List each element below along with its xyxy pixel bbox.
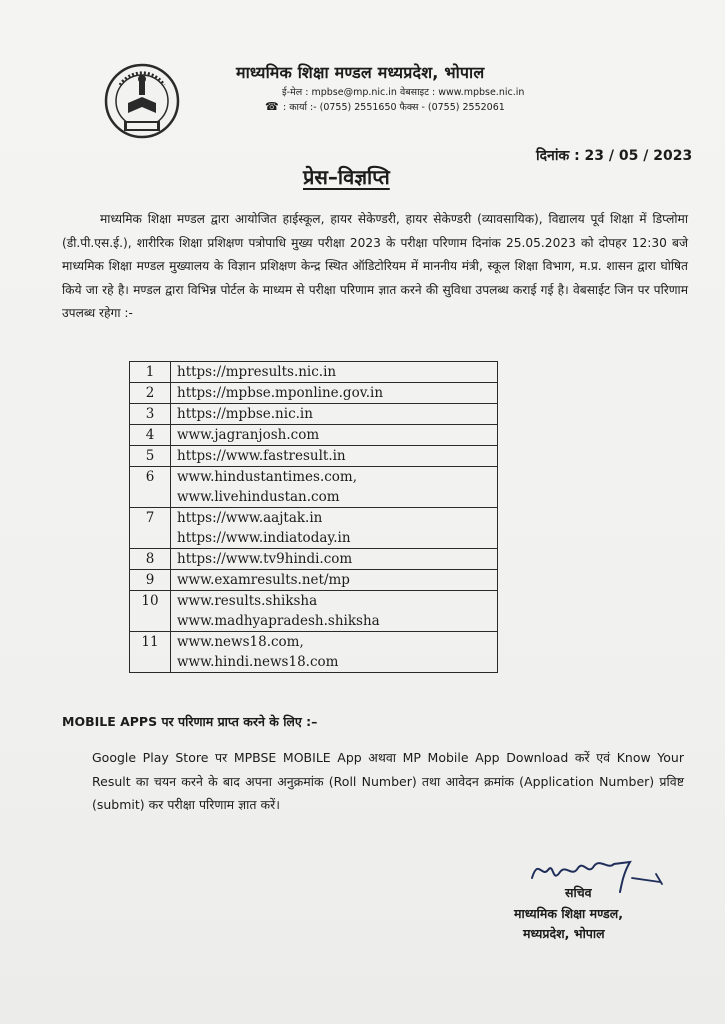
signatory-org-line2: मध्यप्रदेश, भोपाल <box>523 926 605 941</box>
row-urls <box>171 362 498 383</box>
website-url[interactable]: www.examresults.net/mp <box>177 572 350 588</box>
row-urls <box>171 570 498 591</box>
table-row <box>130 404 498 425</box>
website-url[interactable]: https://www.indiatoday.in <box>177 530 351 546</box>
signatory-title: सचिव <box>565 885 592 900</box>
website-url[interactable]: https://mpresults.nic.in <box>177 364 337 380</box>
website-url[interactable]: www.hindi.news18.com <box>177 654 339 670</box>
row-urls <box>171 549 498 570</box>
row-number: 8 <box>130 549 171 570</box>
mobile-apps-heading: MOBILE APPS पर परिणाम प्राप्त करने के लिए :– <box>62 714 318 729</box>
table-row <box>130 570 498 591</box>
table-row <box>130 632 498 673</box>
page-title: प्रेस–विज्ञप्ति <box>303 165 390 189</box>
signatory-org-line1: माध्यमिक शिक्षा मण्डल, <box>514 906 623 921</box>
contact-email-website: ई-मेल : mpbse@mp.nic.in वेबसाइट : www.mpbse.nic.in <box>282 87 525 98</box>
table-row <box>130 446 498 467</box>
mobile-apps-paragraph: Google Play Store पर MPBSE MOBILE App अथवा MP Mobile App Download करें एवं Know Your Result का चयन करने के बाद अपना अनुक्रमांक (Roll Number) तथा आवेदन क्रमांक (Application Number) प्रविष्ट (submit) कर परीक्षा परिणाम ज्ञात करें। <box>92 750 684 812</box>
row-number: 4 <box>130 425 171 446</box>
website-url[interactable]: https://www.tv9hindi.com <box>177 551 353 567</box>
table-row <box>130 362 498 383</box>
row-number: 3 <box>130 404 171 425</box>
website-url[interactable]: www.news18.com, <box>177 634 304 650</box>
website-url[interactable]: https://mpbse.mponline.gov.in <box>177 385 384 401</box>
row-number: 2 <box>130 383 171 404</box>
websites-table <box>129 361 498 673</box>
row-urls <box>171 591 498 632</box>
website-url[interactable]: https://www.fastresult.in <box>177 448 346 464</box>
row-urls <box>171 446 498 467</box>
table-row <box>130 425 498 446</box>
row-urls <box>171 632 498 673</box>
website-url[interactable]: www.hindustantimes.com, <box>177 469 358 485</box>
table-row <box>130 508 498 549</box>
row-number: 9 <box>130 570 171 591</box>
phone-icon: ☎ <box>265 100 279 113</box>
handwritten-signature <box>528 848 668 898</box>
row-number: 11 <box>130 632 171 673</box>
website-url[interactable]: https://mpbse.nic.in <box>177 406 313 422</box>
board-seal-icon <box>104 63 180 139</box>
row-urls <box>171 404 498 425</box>
row-urls <box>171 425 498 446</box>
row-urls <box>171 467 498 508</box>
table-row <box>130 383 498 404</box>
contact-phone-fax <box>265 100 505 113</box>
contact-phone-text: : कार्या :- (0755) 2551650 फैक्स - (0755) 2552061 <box>283 102 505 113</box>
row-number: 6 <box>130 467 171 508</box>
table-row <box>130 467 498 508</box>
table-row <box>130 591 498 632</box>
row-urls <box>171 383 498 404</box>
website-url[interactable]: www.jagranjosh.com <box>177 427 320 443</box>
row-number: 5 <box>130 446 171 467</box>
row-urls <box>171 508 498 549</box>
date-line: दिनांक : 23 / 05 / 2023 <box>536 148 693 164</box>
website-url[interactable]: www.results.shiksha <box>177 593 318 609</box>
row-number: 7 <box>130 508 171 549</box>
body-paragraph: माध्यमिक शिक्षा मण्डल द्वारा आयोजित हाईस्कूल, हायर सेकेण्डरी, हायर सेकेण्डरी (व्यावसायिक), विद्यालय पूर्व शिक्षा में डिप्लोमा (डी.पी.एस.ई.), शारीरिक शिक्षा प्रशिक्षण पत्रोपाधि मुख्य परीक्षा 2023 के परीक्षा परिणाम दिनांक 25.05.2023 को दोपहर 12:30 बजे माध्यमिक शिक्षा मण्डल मुख्यालय के विज्ञान प्रशिक्षण केन्द्र स्थित ऑडिटोरियम में माननीय मंत्री, स्कूल शिक्षा विभाग, म.प्र. शासन द्वारा घोषित किये जा रहे है। मण्डल द्वारा विभिन्न पोर्टल के माध्यम से परीक्षा परिणाम ज्ञात करने की सुविधा उपलब्ध कराई गई है। वेबसाईट जिन पर परिणाम उपलब्ध रहेगा :- <box>62 212 688 321</box>
row-number: 10 <box>130 591 171 632</box>
website-url[interactable]: www.madhyapradesh.shiksha <box>177 613 380 629</box>
table-row <box>130 549 498 570</box>
website-url[interactable]: https://www.aajtak.in <box>177 510 323 526</box>
row-number: 1 <box>130 362 171 383</box>
website-url[interactable]: www.livehindustan.com <box>177 489 340 505</box>
org-name: माध्यमिक शिक्षा मण्डल मध्यप्रदेश, भोपाल <box>236 63 485 82</box>
